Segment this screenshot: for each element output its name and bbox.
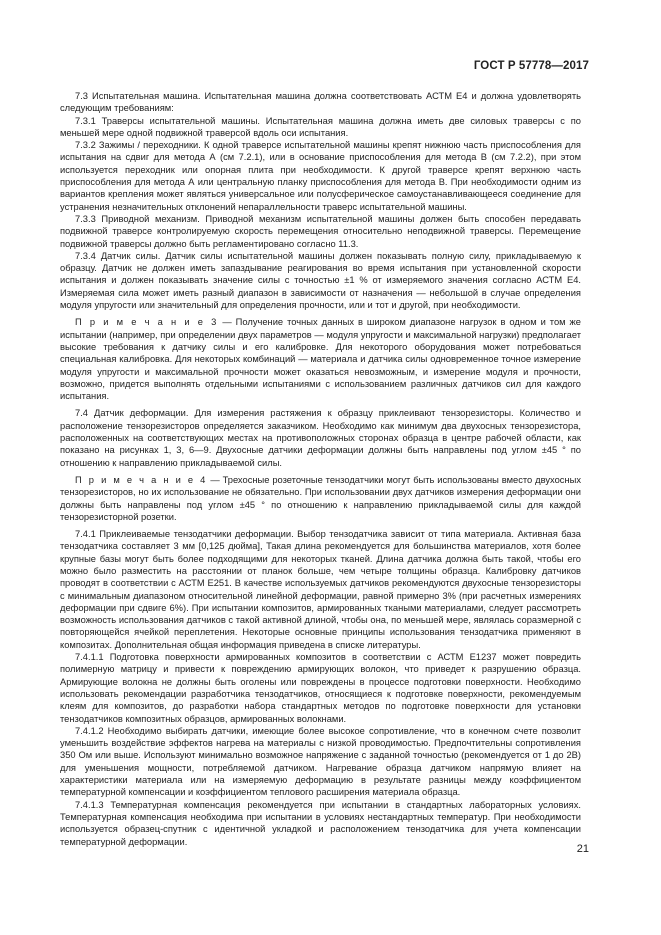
page-number: 21 (576, 843, 589, 855)
document-header: ГОСТ Р 57778—2017 (473, 60, 589, 72)
paragraph-7-4-1-1: 7.4.1.1 Подготовка поверхности армированных композитов в соответствии с АСТМ Е1237 может повредить полимерную матрицу и привести к повреждению армирующих волокон, что приведет к разрушению образца. Армирующие волокна не должны быть оголены или повреждены в процессе подготовки поверхности. Необходимо использовать рекомендации разработчика тензодатчиков, относящиеся к подготовке поверхности, рекомендуемым клеям для композитов, до разработки набора стандартных методов по подготовке поверхности для установки тензодатчиков композитных образцов, армированных волокнами. (60, 652, 581, 724)
note-3: П р и м е ч а н и е 3 — Получение точных данных в широком диапазоне нагрузок в одном и том же испытании (например, при определении двух параметров — модуля упругости и максимальной нагрузки) предполагает высокие требования к датчику силы и его калибровке. Для некоторого оборудования может потребоваться специальная калибровка. Для некоторых комбинаций — материала и датчика силы одновременное точное измерение модуля упругости и максимальной прочности может оказаться невозможным, и измерение модуля и прочности, возможно, придется выполнять отдельными испытаниями с использованием различных датчиков сил для каждого испытания. (60, 317, 581, 402)
note-4: П р и м е ч а н и е 4 — Трехосные розеточные тензодатчики могут быть использованы вместо двухосных тензорезисторов, но их использование не обязательно. При использовании двух датчиков измерения деформации они должны быть направлены под углом ±45 ° по отношению к направлению прикладываемой силы для каждой тензорезисторной розетки. (60, 474, 581, 522)
note-4-text: Трехосные розеточные тензодатчики могут быть использованы вместо двухосных тензорезисторов, но их использование не обязательно. При использовании двух датчиков измерения деформации они должны быть направлены под углом ±45 ° по отношению к направлению прикладываемой силы для каждой тензорезисторной розетки. (60, 474, 581, 522)
paragraph-7-3-4: 7.3.4 Датчик силы. Датчик силы испытательной машины должен показывать полную силу, прикладываемую к образцу. Датчик не должен иметь запаздывание реагирования во время испытания при установленной скорости испытания и должен показывать значение силы с точностью ±1 % от измеряемого значения согласно АСТМ Е4. Измеряемая сила может иметь разный диапазон в зависимости от назначения — небольшой в случае определения модуля упругости или значительный для определения прочности, или и тот и другой, при необходимости. (60, 250, 581, 311)
paragraph-7-3: 7.3 Испытательная машина. Испытательная машина должна соответствовать АСТМ Е4 и должна удовлетворять следующим требованиям: (60, 91, 581, 114)
paragraph-7-4-1-2: 7.4.1.2 Необходимо выбирать датчики, имеющие более высокое сопротивление, что в конечном счете позволит уменьшить воздействие эффектов нагрева на материалы с низкой проводимостью. Предпочтительны сопротивления 350 Ом или выше. Используют минимально возможное напряжение с заданной точностью (рекомендуется от 1 до 2В) для уменьшения мощности, потребляемой датчиком. Нагревание образца датчиком напрямую влияет на характеристики материала или на измеряемую деформацию в результате разницы между коэффициентом температурной компенсации и коэффициентом теплового расширения материала образца. (60, 725, 581, 798)
paragraph-7-4: 7.4 Датчик деформации. Для измерения растяжения к образцу приклеивают тензорезисторы. Количество и расположение тензорезисторов определяется заказчиком. Необходимо как минимум два двухосных тензорезистора, расположенных на соответствующих местах на противоположных сторонах образца в центре рабочей области, как показано на рисунках 1, 3, 6—9. Двухосные датчики деформации должны быть направлены под углом ±45 ° по отношению к направлению прикладываемой силы. (60, 408, 581, 468)
paragraph-7-4-1: 7.4.1 Приклеиваемые тензодатчики деформации. Выбор тензодатчика зависит от типа материала. Активная база тензодатчика составляет 3 мм [0,125 дюйма], Такая длина рекомендуется для большинства материалов, хотя более крупные базы могут быть более подходящими для некоторых тканей. Длина датчика должна быть такой, чтобы его можно было разместить на расстоянии от планок больше, чем четыре толщины образца. Калибровку датчиков проводят в соответствии с АСТМ Е251. В качестве используемых датчиков рекомендуются двухосные тензорезисторы с минимальным диапазоном относительной линейной деформации, равной примерно 3% (при расчетных измерениях деформации при сдвиге 6%). При испытании композитов, армированных ткаными материалами, следует рассмотреть возможность использования датчиков с такой активной длиной, чтобы она, по меньшей мере, являлась соразмерной с повторяющейся ячейкой переплетения. Некоторые основные принципы использования тензодатчика применяют в композитах. Дополнительная общая информация приведена в списке литературы. (60, 529, 581, 650)
document-body (60, 90, 581, 848)
note-3-text: Получение точных данных в широком диапазоне нагрузок в одном и том же испытании (например, при определении двух параметров — модуля упругости и максимальной нагрузки) предполагает высокие требования к датчику силы и его калибровке. Для некоторого оборудования может потребоваться специальная калибровка. Для некоторых комбинаций — материала и датчика силы одновременное точное измерение модуля упругости и максимальной прочности может оказаться невозможным, и измерение модуля и прочности, возможно, придется выполнять отдельными испытаниями с использованием различных датчиков сил для каждого испытания. (60, 317, 581, 402)
paragraph-7-3-2: 7.3.2 Зажимы / переходники. К одной траверсе испытательной машины крепят нижнюю часть приспособления для испытания на сдвиг для метода А (см 7.2.1), или в основание приспособления для метода В (см 7.2.2), при этом используется переходник или опорная плита при необходимости. К другой траверсе крепят верхнюю часть приспособления для метода А или центральную планку приспособления для метода В. При необходимости одним из вариантов крепления может являться универсальное или полусферическое самоустанавливающееся соединение для устранения незначительных отклонений непараллельности траверс испытательной машины. (60, 140, 581, 212)
note-4-label: П р и м е ч а н и е 4 (75, 474, 208, 485)
paragraph-7-3-1: 7.3.1 Траверсы испытательной машины. Испытательная машина должна иметь две силовых траверсы с по меньшей мере одной подвижной траверсой вдоль оси испытания. (60, 115, 581, 138)
note-3-label: П р и м е ч а н и е 3 (75, 317, 219, 328)
paragraph-7-3-3: 7.3.3 Приводной механизм. Приводной механизм испытательной машины должен быть способен передавать подвижной траверсе контролируемую скорость перемещения относительно неподвижной траверсы. Перемещение подвижной траверсы должно быть регламентировано согласно 11.3. (60, 213, 581, 249)
paragraph-7-4-1-3: 7.4.1.3 Температурная компенсация рекомендуется при испытании в стандартных лабораторных условиях. Температурная компенсация необходима при испытании в условиях нестандартных температур. При необходимости используется образец-спутник с идентичной укладкой и расположением тензодатчика для учета компенсации температурной деформации. (60, 799, 581, 847)
